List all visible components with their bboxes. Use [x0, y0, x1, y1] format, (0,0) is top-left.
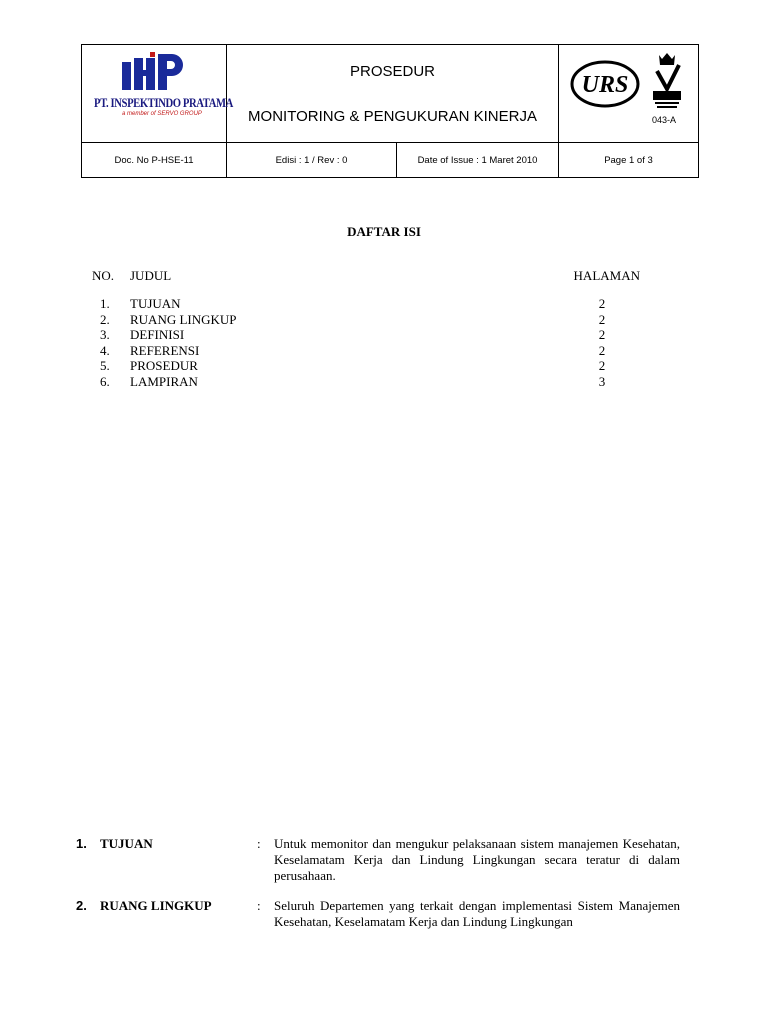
section-text: Untuk memonitor dan mengukur pelaksanaan sistem manajemen Kesehatan, Keselamatam Kerja dan Lindung Lingkungan secara teratur di dalam perusahaan. — [274, 836, 680, 883]
company-tagline: a member of SERVO GROUP — [122, 111, 202, 117]
toc-row-page: 2 — [598, 296, 606, 311]
toc-header-row — [92, 268, 652, 296]
table-of-contents — [92, 268, 652, 389]
toc-row[interactable] — [92, 343, 652, 359]
toc-row-page: 2 — [598, 311, 606, 327]
ukas-logo-icon — [649, 51, 685, 115]
toc-row[interactable] — [92, 327, 652, 343]
section-number: 2. — [76, 898, 87, 913]
toc-row-no: 6. — [100, 373, 110, 389]
toc-row[interactable] — [92, 296, 652, 312]
svg-text:URS: URS — [581, 72, 629, 98]
section-colon: : — [257, 898, 261, 913]
issue-date: Date of Issue : 1 Maret 2010 — [397, 143, 559, 178]
toc-row-no: 2. — [100, 311, 110, 327]
toc-row-page: 2 — [598, 327, 606, 342]
toc-row-page: 3 — [598, 373, 606, 389]
toc-row-no: 4. — [100, 342, 110, 358]
toc-row-no: 5. — [100, 358, 110, 373]
toc-row[interactable] — [92, 312, 652, 328]
toc-title: DAFTAR ISI — [347, 224, 421, 239]
toc-row-title: RUANG LINGKUP — [130, 311, 237, 327]
toc-row-page: 2 — [598, 358, 606, 373]
toc-row-no: 1. — [100, 296, 110, 311]
company-name: PT. INSPEKTINDO PRATAMA — [94, 95, 233, 110]
page-number: Page 1 of 3 — [559, 143, 699, 178]
section-title: TUJUAN — [100, 836, 153, 851]
toc-row[interactable] — [92, 358, 652, 374]
toc-row-title: PROSEDUR — [130, 358, 198, 373]
toc-row-title: DEFINISI — [130, 327, 185, 342]
toc-row-title: LAMPIRAN — [130, 373, 198, 389]
toc-row-page: 2 — [598, 342, 606, 358]
section-colon: : — [257, 836, 261, 851]
doc-number: Doc. No P-HSE-11 — [82, 143, 227, 178]
certification-code: 043-A — [652, 115, 677, 125]
toc-row-no: 3. — [100, 327, 110, 342]
edition-revision: Edisi : 1 / Rev : 0 — [227, 143, 397, 178]
toc-col-no: NO. — [92, 268, 115, 283]
title-cell — [227, 45, 559, 143]
company-logo-cell — [82, 45, 233, 143]
document-header-table — [81, 44, 699, 178]
toc-row[interactable] — [92, 374, 652, 390]
document-type: PROSEDUR — [349, 62, 435, 80]
section-number: 1. — [76, 836, 87, 851]
toc-row-title: REFERENSI — [130, 342, 200, 358]
urs-logo-icon — [569, 59, 641, 109]
document-title: MONITORING & PENGUKURAN KINERJA — [248, 107, 537, 125]
toc-col-page: HALAMAN — [573, 268, 640, 283]
certification-cell — [559, 45, 699, 143]
toc-row-title: TUJUAN — [130, 296, 181, 311]
company-logo-icon — [120, 52, 190, 94]
section-text: Seluruh Departemen yang terkait dengan implementasi Sistem Manajemen Kesehatan, Keselamatam Kerja dan Lindung Lingkungan — [274, 898, 680, 929]
section-title: RUANG LINGKUP — [100, 898, 212, 913]
toc-col-title: JUDUL — [130, 268, 172, 283]
